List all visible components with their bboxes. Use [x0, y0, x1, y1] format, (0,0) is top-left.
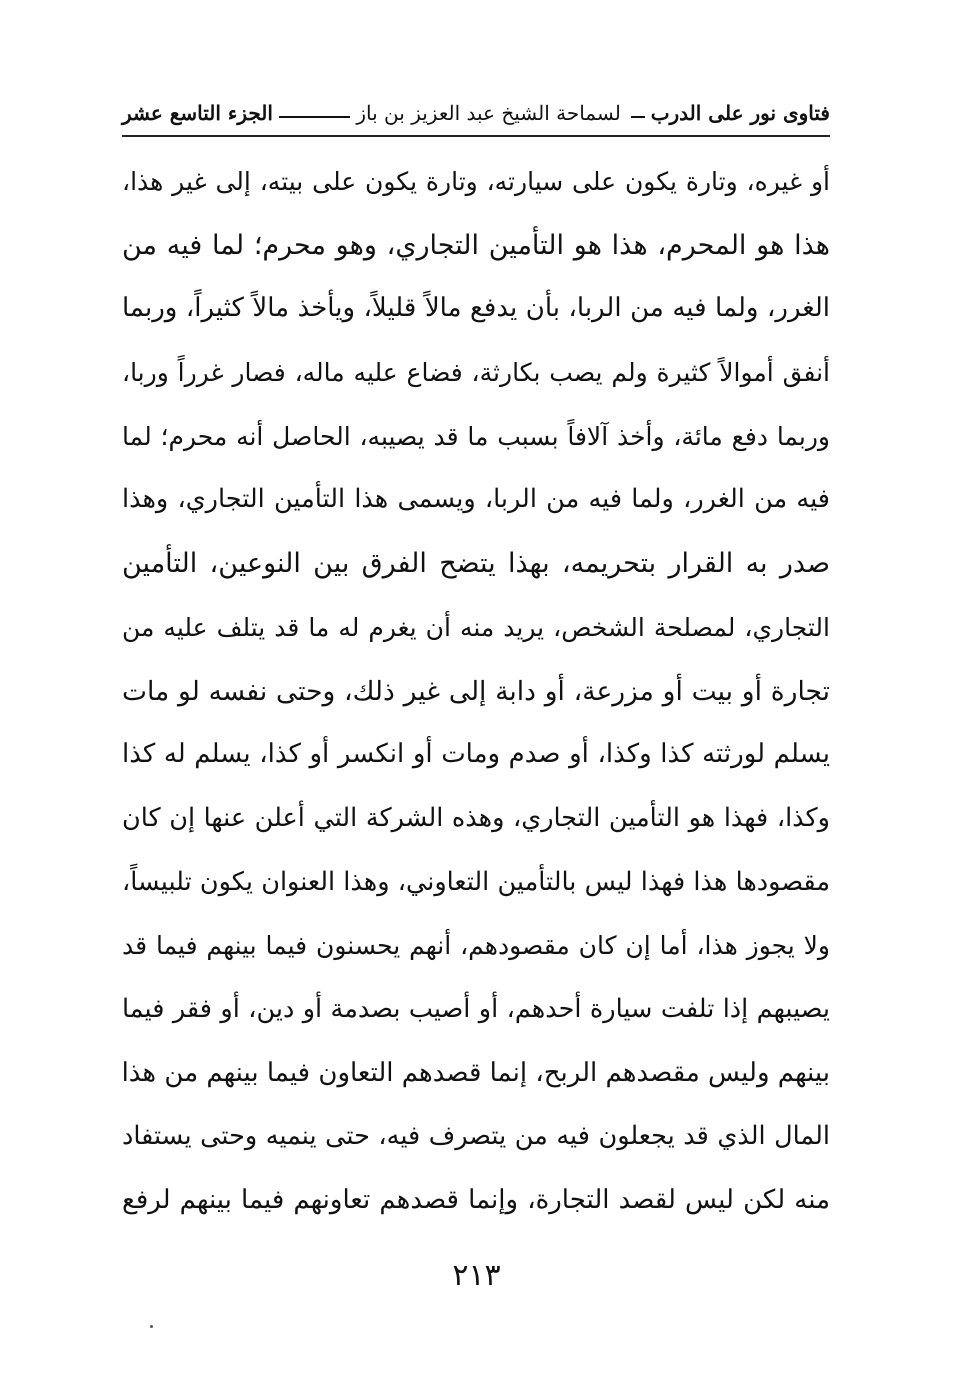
header-separator-line	[279, 116, 350, 118]
text-line: مقصودها هذا فهذا ليس بالتأمين التعاوني، وهذا العنوان يكون تلبيساً،	[122, 866, 830, 897]
text-line: تجارة أو بيت أو مزرعة، أو دابة إلى غير ذلك، وحتى نفسه لو مات	[122, 675, 830, 707]
text-line: يسلم لورثته كذا وكذا، أو صدم ومات أو انكسر أو كذا، يسلم له كذا	[122, 739, 830, 770]
text-line: الغرر، ولما فيه من الربا، بأن يدفع مالاً قليلاً، ويأخذ مالاً كثيراً، وربما	[122, 293, 830, 324]
text-line: ولا يجوز هذا، أما إن كان مقصودهم، أنهم يحسنون فيما بينهم فيما قد	[122, 931, 830, 961]
text-line: أنفق أموالاً كثيرة ولم يصب بكارثة، فضاع عليه ماله، فصار غرراً وربا،	[122, 358, 830, 388]
text-line: فيه من الغرر، ولما فيه من الربا، ويسمى هذا التأمين التجاري، وهذا	[122, 484, 830, 515]
text-line: المال الذي قد يجعلون فيه من يتصرف فيه، حتى ينميه وحتى يستفاد	[122, 1121, 830, 1152]
text-line: التجاري، لمصلحة الشخص، يريد منه أن يغرم له ما قد يتلف عليه من	[122, 612, 830, 642]
text-line: منه لكن ليس لقصد التجارة، وإنما قصدهم تعاونهم فيما بينهم لرفع	[122, 1185, 830, 1215]
scan-speck	[150, 1325, 153, 1328]
header-book-title: فتاوى نور على الدرب	[650, 101, 830, 125]
page-number: ٢١٣	[452, 1258, 501, 1293]
text-line: أو غيره، وتارة يكون على سيارته، وتارة يكون على بيته، إلى غير هذا،	[122, 167, 830, 196]
body-text	[122, 150, 830, 1233]
header-volume: الجزء التاسع عشر	[122, 101, 273, 125]
text-line: يصيبهم إذا تلفت سيارة أحدهم، أو أصيب بصدمة أو دين، أو فقر فيما	[122, 993, 830, 1024]
text-line: صدر به القرار بتحريمه، بهذا يتضح الفرق بين النوعين، التأمين	[122, 548, 830, 580]
text-line: بينهم وليس مقصدهم الربح، إنما قصدهم التعاون فيما بينهم من هذا	[122, 1057, 830, 1088]
running-header	[122, 98, 830, 128]
header-rule	[122, 135, 830, 137]
header-author: لسماحة الشيخ عبد العزيز بن باز	[356, 101, 621, 125]
text-line: هذا هو المحرم، هذا هو التأمين التجاري، وهو محرم؛ لما فيه من	[122, 229, 830, 261]
text-line: وكذا، فهذا هو التأمين التجاري، وهذه الشركة التي أعلن عنها إن كان	[122, 802, 830, 833]
text-line: وربما دفع مائة، وأخذ آلافاً بسبب ما قد يصيبه، الحاصل أنه محرم؛ لما	[122, 421, 830, 451]
header-dash	[631, 116, 645, 118]
